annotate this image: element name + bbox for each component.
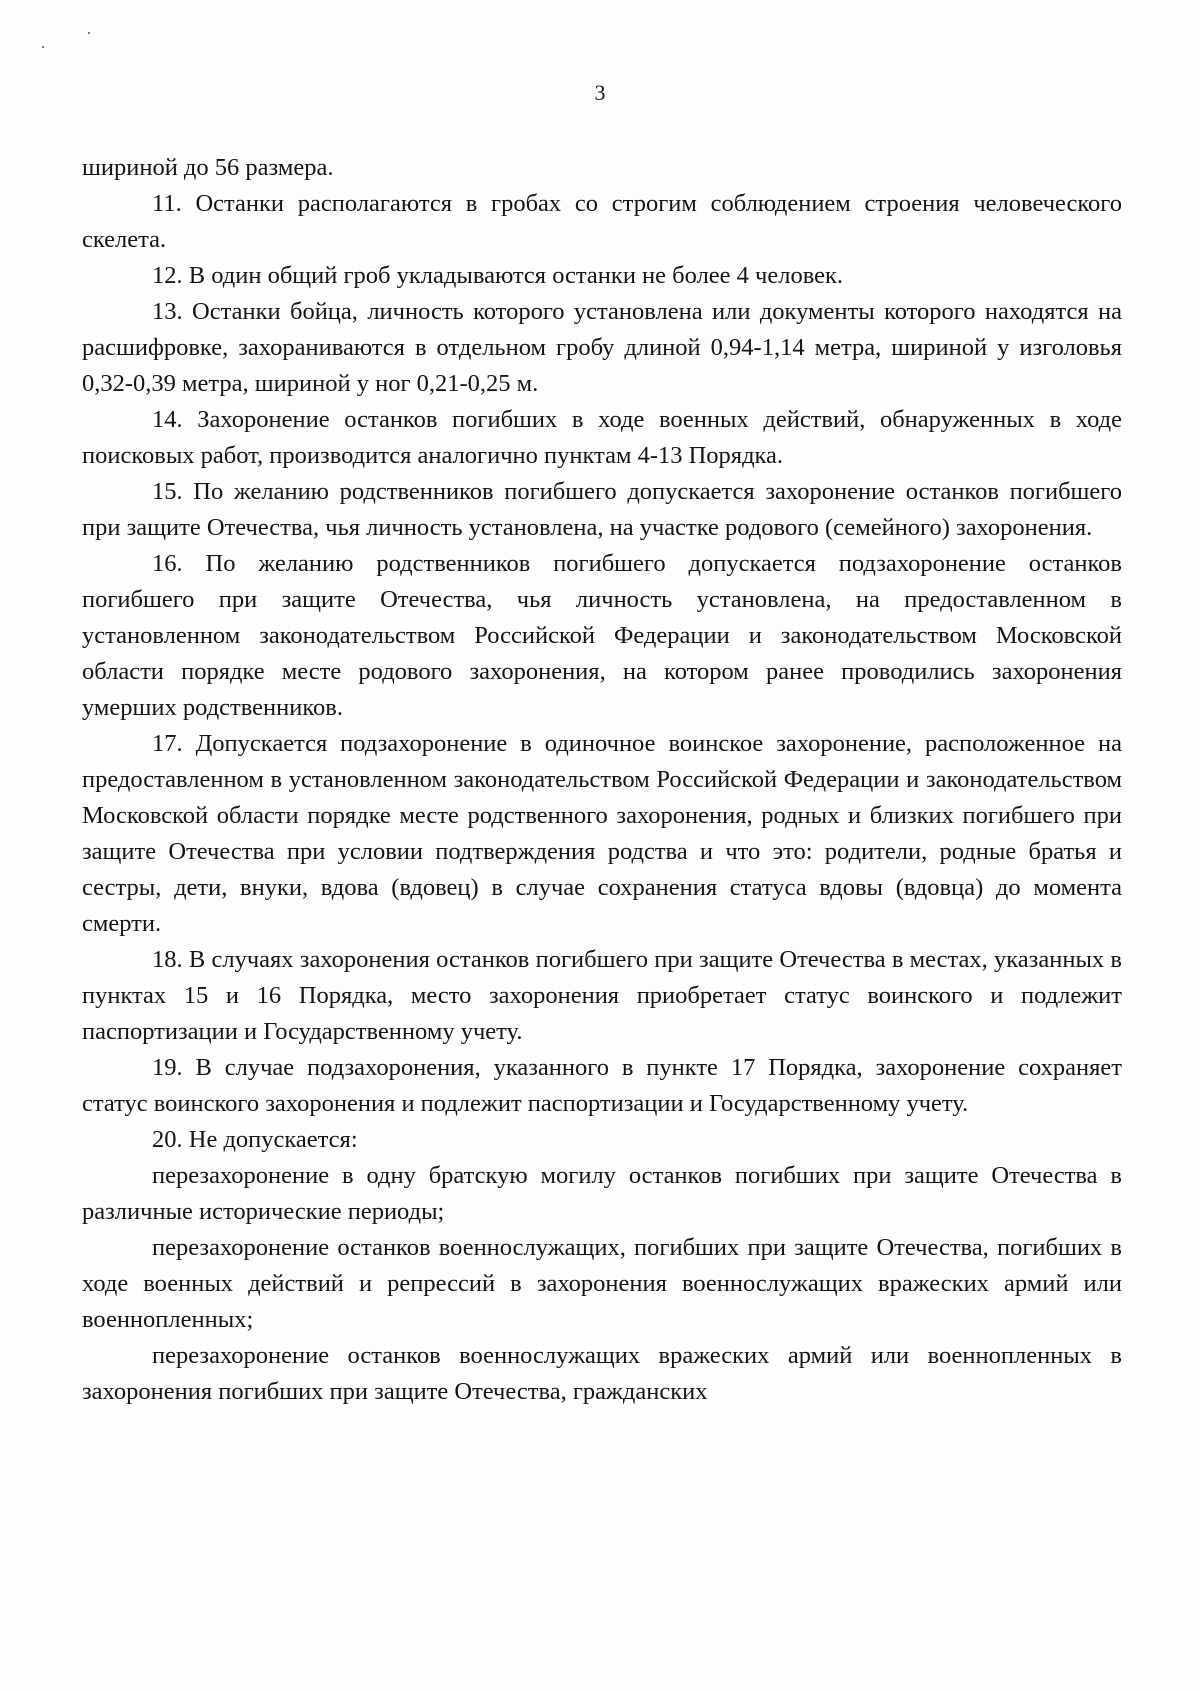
paragraph-subitem-1: перезахоронение в одну братскую могилу останков погибших при защите Отечества в различные исторические периоды;: [82, 1162, 1122, 1225]
paragraph-item-12: 12. В один общий гроб укладываются останки не более 4 человек.: [152, 262, 844, 289]
page-number: 3: [594, 80, 606, 105]
paragraph-subitem-2: перезахоронение останков военнослужащих, погибших при защите Отечества, погибших в ходе военных действий и репрессий в захоронения военнослужащих вражеских армий или военнопленных;: [82, 1234, 1122, 1333]
paragraph-item-15: 15. По желанию родственников погибшего допускается захоронение останков погибшего при защите Отечества, чья личность установлена, на участке родового (семейного) захоронения.: [82, 478, 1122, 541]
paragraph-subitem-3: перезахоронение останков военнослужащих вражеских армий или военнопленных в захоронения погибших при защите Отечества, гражданских: [82, 1342, 1122, 1405]
paragraph-item-19: 19. В случае подзахоронения, указанного в пункте 17 Порядка, захоронение сохраняет статус воинского захоронения и подлежит паспортизации и Государственному учету.: [82, 1054, 1122, 1117]
paragraph-item-16: 16. По желанию родственников погибшего допускается подзахоронение останков погибшего при защите Отечества, чья личность установлена, на предоставленном в установленном законодательством Российской Федерации и законодательством Московской области порядке месте родового захоронения, на котором ранее проводились захоронения умерших родственников.: [82, 550, 1122, 721]
paragraph-item-14: 14. Захоронение останков погибших в ходе военных действий, обнаруженных в ходе поисковых работ, производится аналогично пунктам 4-13 Порядка.: [82, 406, 1122, 469]
paragraph-continuation: шириной до 56 размера.: [82, 154, 334, 181]
paragraph-item-18: 18. В случаях захоронения останков погибшего при защите Отечества в местах, указанных в пунктах 15 и 16 Порядка, место захоронения приобретает статус воинского и подлежит паспортизации и Государственному учету.: [82, 946, 1122, 1045]
paragraph-item-17: 17. Допускается подзахоронение в одиночное воинское захоронение, расположенное на предоставленном в установленном законодательством Российской Федерации и законодательством Московской области порядке месте родственного захоронения, родных и близких погибшего при защите Отечества при условии подтверждения родства и что это: родители, родные братья и сестры, дети, внуки, вдова (вдовец) в случае сохранения статуса вдовы (вдовца) до момента смерти.: [82, 730, 1122, 937]
paragraph-item-20: 20. Не допускается:: [152, 1126, 358, 1153]
scan-speck: [42, 46, 44, 48]
scan-speck: [88, 32, 90, 34]
paragraph-item-11: 11. Останки располагаются в гробах со строгим соблюдением строения человеческого скелета.: [82, 190, 1122, 253]
paragraph-item-13: 13. Останки бойца, личность которого установлена или документы которого находятся на расшифровке, захораниваются в отдельном гробу длиной 0,94-1,14 метра, шириной у изголовья 0,32-0,39 метра, шириной у ног 0,21-0,25 м.: [82, 298, 1122, 397]
document-body: [82, 150, 1122, 1410]
